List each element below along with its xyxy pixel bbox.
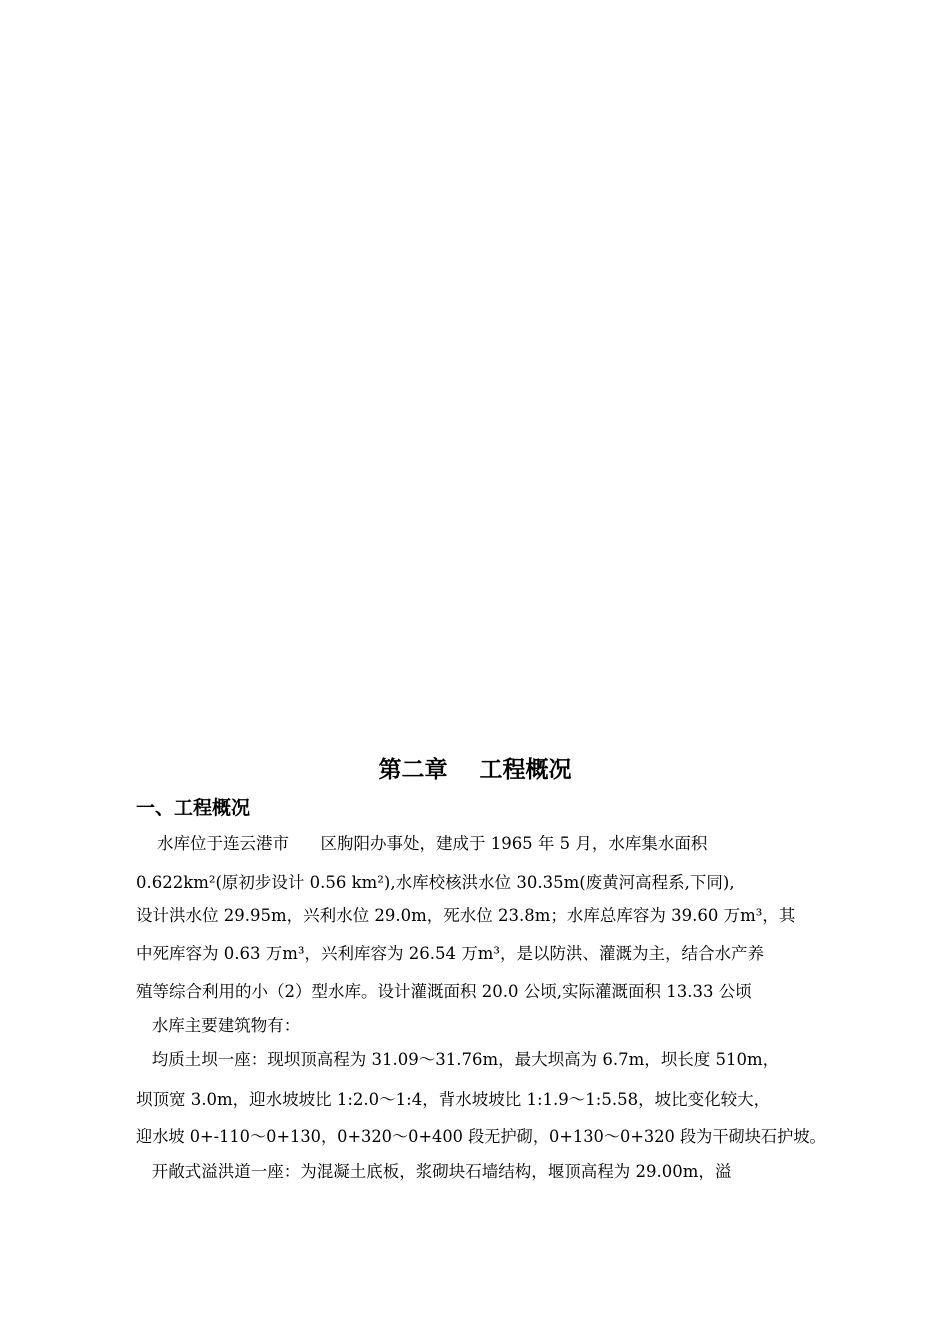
paragraph-line: 设计洪水位 29.95m，兴利水位 29.0m，死水位 23.8m；水库总库容为 39.60 万m³，其 — [136, 906, 796, 925]
paragraph-line: 水库位于连云港市 区朐阳办事处，建成于 1965 年 5 月，水库集水面积 — [136, 834, 708, 853]
paragraph-line: 迎水坡 0+-110～0+130，0+320～0+400 段无护砌，0+130～0+320 段为干砌块石护坡。 — [136, 1127, 826, 1146]
paragraph-line: 中死库容为 0.63 万m³，兴利库容为 26.54 万m³，是以防洪、灌溉为主，结合水产养 — [136, 944, 764, 963]
paragraph-line: 水库主要建筑物有： — [136, 1016, 301, 1035]
paragraph-line: 坝顶宽 3.0m，迎水坡坡比 1:2.0～1:4，背水坡坡比 1:1.9～1:5.58，坡比变化较大， — [136, 1090, 771, 1109]
paragraph-line: 均质土坝一座：现坝顶高程为 31.09～31.76m，最大坝高为 6.7m，坝长度 510m， — [136, 1050, 780, 1069]
chapter-title: 第二章 工程概况 — [378, 757, 572, 783]
paragraph-line: 开敞式溢洪道一座：为混凝土底板，浆砌块石墙结构，堰顶高程为 29.00m，溢 — [136, 1162, 732, 1181]
section-title: 一、工程概况 — [136, 797, 251, 819]
paragraph-line: 殖等综合利用的小（2）型水库。设计灌溉面积 20.0 公顷,实际灌溉面积 13.33 公顷 — [136, 982, 752, 1001]
paragraph-line: 0.622km²(原初步设计 0.56 km²),水库校核洪水位 30.35m(废黄河高程系,下同), — [136, 873, 735, 892]
